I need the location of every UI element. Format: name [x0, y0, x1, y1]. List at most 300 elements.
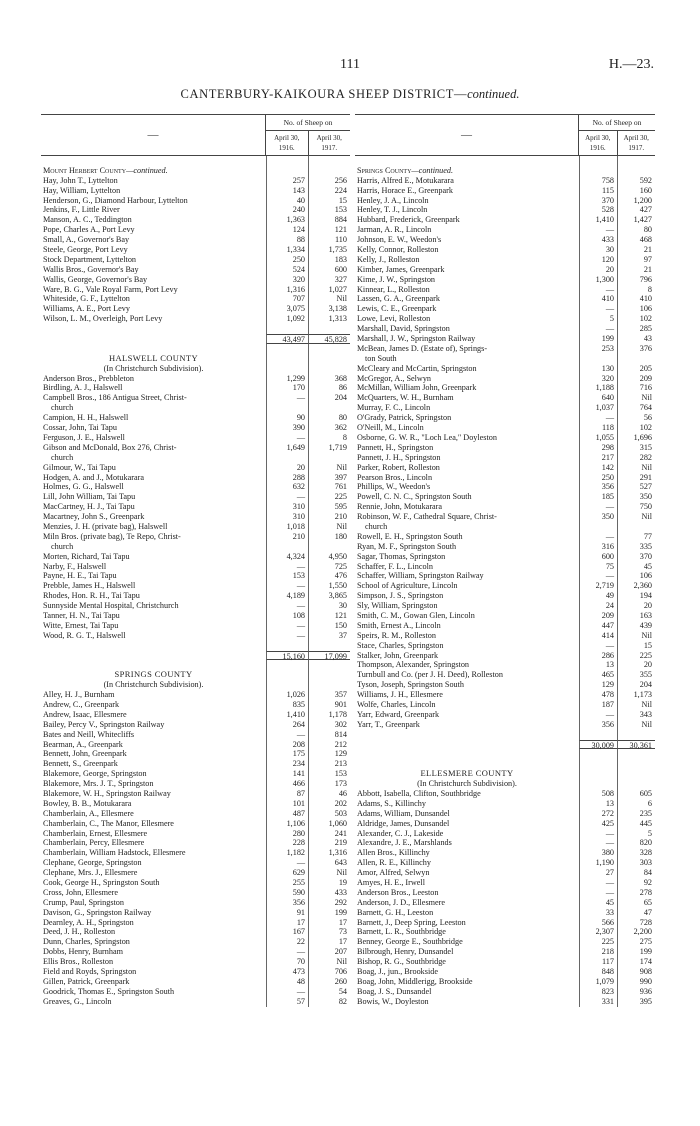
table-row	[355, 542, 655, 552]
owner-name: Allen Bros., Killinchy	[357, 848, 430, 858]
sheep-1917: 1,427	[617, 215, 655, 225]
sheep-1916: 4,189	[266, 591, 308, 601]
owner-name: Bearman, A., Greenpark	[43, 739, 123, 749]
sheep-1917: 376	[617, 344, 655, 354]
sheep-1917: 173	[308, 779, 350, 789]
sheep-1917: 8	[308, 433, 350, 443]
left-column-table	[41, 114, 350, 1007]
sheep-1916: 75	[579, 562, 617, 572]
owner-name: Murray, F. C., Lincoln	[357, 403, 431, 413]
sheep-1916: 1,079	[579, 977, 617, 987]
sheep-1916	[266, 453, 308, 463]
owner-name: Payne, H. E., Tai Tapu	[43, 571, 117, 581]
owner-name: School of Agriculture, Lincoln	[357, 581, 458, 591]
sheep-1917: 292	[308, 898, 350, 908]
owner-name	[355, 740, 579, 750]
sheep-1916: —	[579, 641, 617, 651]
owner-name: O'Grady, Patrick, Springston	[357, 413, 452, 423]
table-row	[355, 799, 655, 809]
sheep-1916: 234	[266, 759, 308, 769]
sheep-1917: 92	[617, 878, 655, 888]
sheep-1917: 46	[308, 789, 350, 799]
sheep-1916: 1,037	[579, 403, 617, 413]
sheep-1917: 395	[617, 997, 655, 1007]
sheep-1917: 204	[308, 393, 350, 403]
sheep-1917: 814	[308, 730, 350, 740]
owner-name: Sunnyside Mental Hospital, Christchurch	[43, 601, 179, 611]
sheep-1916	[579, 730, 617, 740]
sheep-1917: 212	[308, 740, 350, 750]
owner-name	[41, 660, 266, 670]
sheep-1917: 716	[617, 383, 655, 393]
sheep-1917: 19	[308, 878, 350, 888]
sheep-1916: 466	[266, 779, 308, 789]
table-row	[355, 581, 655, 591]
table-row	[41, 581, 350, 591]
table-row	[355, 819, 655, 829]
sheep-1916: 4,324	[266, 552, 308, 562]
sheep-1917: 225	[308, 492, 350, 502]
sheep-1916: 629	[266, 868, 308, 878]
owner-name: Birdling, A. J., Halswell	[43, 383, 123, 393]
owner-name: Wallis, George, Governor's Bay	[43, 274, 148, 284]
table-row	[41, 176, 350, 186]
table-row	[41, 225, 350, 235]
sheep-1917: 205	[617, 364, 655, 374]
table-row-total	[41, 651, 350, 661]
table-row	[41, 848, 350, 858]
sheep-1916: 5	[579, 314, 617, 324]
sheep-1917: 3,138	[308, 304, 350, 314]
sheep-1917: 1,550	[308, 581, 350, 591]
sheep-1916: 473	[266, 967, 308, 977]
table-row	[355, 858, 655, 868]
sheep-1916: 380	[579, 848, 617, 858]
table-row	[355, 660, 655, 670]
table-row	[355, 176, 655, 186]
sheep-1917: 275	[617, 937, 655, 947]
table-row	[355, 502, 655, 512]
sheep-1916: 208	[266, 740, 308, 750]
sheep-1917: 54	[308, 987, 350, 997]
table-row	[355, 789, 655, 799]
sheep-1916: —	[579, 838, 617, 848]
owner-name: Hubbard, Frederick, Greenpark	[357, 215, 460, 225]
sheep-1916: 331	[579, 997, 617, 1007]
owner-name: church	[51, 541, 74, 551]
sheep-1917: 706	[308, 967, 350, 977]
table-row-blank	[41, 641, 350, 651]
sheep-1917: 527	[617, 482, 655, 492]
table-row	[355, 621, 655, 631]
table-row	[355, 324, 655, 334]
owner-name: Bilbrough, Henry, Dunsandel	[357, 947, 454, 957]
sheep-1916: 632	[266, 482, 308, 492]
sheep-1916: 414	[579, 631, 617, 641]
sheep-1916: 210	[266, 532, 308, 542]
sheep-1916: 1,190	[579, 858, 617, 868]
sheep-1917	[308, 156, 350, 166]
sheep-1916: 1,299	[266, 374, 308, 384]
sheep-1916: 22	[266, 937, 308, 947]
sheep-1917	[617, 730, 655, 740]
sheep-1917: 503	[308, 809, 350, 819]
owner-name: Aldridge, James, Dunsandel	[357, 818, 450, 828]
owner-name: Smith, C. M., Gowan Glen, Lincoln	[357, 610, 475, 620]
sheep-1917: 20	[617, 660, 655, 670]
table-row	[355, 937, 655, 947]
table-row	[355, 235, 655, 245]
owner-name: Gilmour, W., Tai Tapu	[43, 462, 116, 472]
table-row	[355, 334, 655, 344]
sheep-1916: —	[579, 225, 617, 235]
sheep-1917	[308, 670, 350, 680]
owner-name	[41, 641, 266, 651]
sheep-1917	[308, 344, 350, 354]
owner-name: Barnett, G. H., Leeston	[357, 907, 434, 917]
right-table-body	[355, 156, 655, 1007]
sheep-1916: 20	[579, 265, 617, 275]
sheep-1916: 320	[266, 275, 308, 285]
sheep-1917: 728	[617, 918, 655, 928]
sheep-1917: 80	[617, 225, 655, 235]
table-row	[41, 769, 350, 779]
sheep-1917: 362	[308, 423, 350, 433]
sheep-1916: 487	[266, 809, 308, 819]
table-row-heading	[355, 769, 655, 779]
sheep-1917: 901	[308, 700, 350, 710]
sheep-1916: 142	[579, 463, 617, 473]
sheep-1917: 350	[617, 492, 655, 502]
year-1916-header: April 30, 1916.	[266, 131, 309, 155]
table-row	[41, 779, 350, 789]
table-row	[41, 700, 350, 710]
owner-name	[41, 334, 266, 344]
owner-name: Ryan, M. F., Springston South	[357, 541, 457, 551]
table-row	[41, 443, 350, 453]
sheep-1916: 13	[579, 799, 617, 809]
sheep-1917: 102	[617, 423, 655, 433]
table-row	[41, 710, 350, 720]
table-row-blank	[355, 759, 655, 769]
sheep-1916: 1,106	[266, 819, 308, 829]
sheep-1916: 524	[266, 265, 308, 275]
owner-name: Lowe, Levi, Rolleston	[357, 314, 431, 324]
sheep-1916: 280	[266, 829, 308, 839]
table-row	[355, 601, 655, 611]
owner-name: Cross, John, Ellesmere	[43, 887, 119, 897]
sheep-1916: 433	[579, 235, 617, 245]
table-row	[41, 799, 350, 809]
sheep-1916: 218	[579, 947, 617, 957]
table-row	[41, 611, 350, 621]
table-row	[355, 512, 655, 522]
sheep-1917: 73	[308, 927, 350, 937]
owner-name: Abbott, Isabella, Clifton, Southbridge	[357, 789, 481, 798]
sheep-1916	[579, 769, 617, 779]
sheep-1917: Nil	[617, 631, 655, 641]
table-row	[41, 285, 350, 295]
sheep-1916: 600	[579, 552, 617, 562]
owner-name: Amor, Alfred, Selwyn	[357, 868, 430, 878]
table-row	[41, 967, 350, 977]
table-row	[355, 196, 655, 206]
sheep-1917: 15	[617, 641, 655, 651]
owner-name: Yarr, Edward, Greenpark	[357, 709, 440, 719]
owner-name: Alexandre, J. E., Marshlands	[357, 838, 452, 848]
table-row	[41, 522, 350, 532]
sheep-1917: 241	[308, 829, 350, 839]
sheep-1916: —	[579, 878, 617, 888]
table-row	[41, 294, 350, 304]
sheep-1916: —	[266, 987, 308, 997]
sheep-1916: 1,334	[266, 245, 308, 255]
table-row	[355, 374, 655, 384]
sheep-1916: 187	[579, 700, 617, 710]
owner-name: Jarman, A. R., Lincoln	[357, 225, 432, 235]
sheep-1916: 49	[579, 591, 617, 601]
year-1917-header: April 30, 1917.	[623, 134, 649, 152]
sheep-1917: 410	[617, 294, 655, 304]
table-row	[41, 492, 350, 502]
owner-name: Chamberlain, A., Ellesmere	[43, 808, 134, 818]
sheep-1916: 257	[266, 176, 308, 186]
owner-name: Dearnley, A. H., Springston	[43, 917, 134, 927]
sheep-1916: —	[266, 730, 308, 740]
subdivision-label: (In Christchurch Subdivision).	[103, 363, 204, 373]
sheep-1917: 605	[617, 789, 655, 799]
sheep-1916	[266, 166, 308, 176]
sheep-1917: 194	[617, 591, 655, 601]
sheep-on-label: No. of Sheep on	[266, 115, 350, 131]
sheep-1916: 120	[579, 255, 617, 265]
sheep-1917: 225	[617, 651, 655, 661]
table-row	[41, 829, 350, 839]
table-row	[355, 403, 655, 413]
sheep-1917: 153	[308, 769, 350, 779]
sheep-1916: 447	[579, 621, 617, 631]
subdivision-label: (In Christchurch Subdivision).	[103, 680, 204, 690]
sheep-1917: 129	[308, 749, 350, 759]
sheep-1916: 758	[579, 176, 617, 186]
owner-name: Holmes, G. G., Halswell	[43, 482, 124, 492]
table-row	[41, 512, 350, 522]
document-reference: H.—23.	[608, 57, 654, 72]
owner-name: O'Neill, M., Lincoln	[357, 423, 424, 433]
owner-name: Hay, William, Lyttelton	[43, 185, 121, 195]
owner-name: Powell, C. N. C., Springston South	[357, 492, 472, 502]
table-row-subhead	[41, 166, 350, 176]
name-column-header: —	[355, 115, 579, 155]
sheep-1916: 264	[266, 720, 308, 730]
total-1916: 43,497	[266, 334, 308, 344]
table-row	[41, 571, 350, 581]
table-row-total	[355, 740, 655, 750]
owner-name: Allen, R. E., Killinchy	[357, 858, 431, 868]
owner-name: Marshall, J. W., Springston Railway	[357, 334, 476, 344]
table-row	[41, 918, 350, 928]
sheep-1916: 478	[579, 690, 617, 700]
owner-name: Robinson, W. F., Cathedral Square, Christ-	[357, 512, 497, 522]
sheep-1917: 990	[617, 977, 655, 987]
owner-name: Lewis, C. E., Greenpark	[357, 304, 437, 314]
owner-name: Stace, Charles, Springston	[357, 640, 444, 650]
owner-name: Johnson, E. W., Weedon's	[357, 235, 442, 245]
sheep-1916	[266, 670, 308, 680]
sheep-1916: 118	[579, 423, 617, 433]
sheep-1916: 57	[266, 997, 308, 1007]
county-subheading: Springs County	[357, 165, 412, 175]
continued-label: —continued.	[411, 165, 454, 175]
table-row	[355, 423, 655, 433]
sheep-1917: 20	[617, 601, 655, 611]
table-row	[41, 819, 350, 829]
owner-name: Blakemore, Mrs. J. T., Springston	[43, 779, 154, 789]
owner-name: Sly, William, Springston	[357, 601, 438, 611]
table-row	[355, 186, 655, 196]
owner-name: Schaffer, F. L., Lincoln	[357, 561, 433, 571]
sheep-1916: —	[579, 829, 617, 839]
sheep-1917: 820	[617, 838, 655, 848]
table-row	[355, 987, 655, 997]
sheep-1917: 302	[308, 720, 350, 730]
table-row	[41, 374, 350, 384]
sheep-1917: 1,316	[308, 848, 350, 858]
table-row	[41, 413, 350, 423]
owner-name: Goodrick, Thomas E., Springston South	[43, 986, 175, 996]
table-row	[41, 927, 350, 937]
sheep-1917: 291	[617, 473, 655, 483]
sheep-1917: 102	[617, 314, 655, 324]
sheep-1917: 204	[617, 680, 655, 690]
table-row-sub	[41, 364, 350, 374]
owner-name: Boag, J., jun., Brookside	[357, 967, 438, 977]
sheep-1917: Nil	[308, 522, 350, 532]
sheep-1916: 175	[266, 749, 308, 759]
owner-name: Stock Department, Lyttelton	[43, 254, 137, 264]
sheep-1916: 390	[266, 423, 308, 433]
owner-name: Phillips, W., Weedon's	[357, 482, 431, 492]
sheep-1917: 343	[617, 710, 655, 720]
sheep-1916: 70	[266, 957, 308, 967]
sheep-1916: 1,649	[266, 443, 308, 453]
owner-name: Lill, John William, Tai Tapu	[43, 492, 136, 502]
sheep-1917: 1,719	[308, 443, 350, 453]
right-table-header	[355, 114, 655, 156]
sheep-1917: Nil	[617, 463, 655, 473]
sheep-1917: 884	[308, 215, 350, 225]
table-row	[41, 809, 350, 819]
owner-name: Bennett, John, Greenpark	[43, 749, 127, 759]
table-row	[41, 205, 350, 215]
table-row	[41, 383, 350, 393]
owner-name: Clephane, George, Springston	[43, 858, 142, 868]
sheep-1917: Nil	[308, 957, 350, 967]
sheep-1917: 2,200	[617, 927, 655, 937]
sheep-1916: 88	[266, 235, 308, 245]
sheep-1916	[579, 759, 617, 769]
table-row	[355, 532, 655, 542]
year-1917-header: April 30, 1917.	[316, 134, 342, 152]
sheep-1916: 250	[266, 255, 308, 265]
table-row	[41, 433, 350, 443]
sheep-1916: —	[266, 433, 308, 443]
table-row	[355, 670, 655, 680]
page-number: 111	[340, 57, 360, 72]
table-row-heading	[41, 354, 350, 364]
sheep-1916: —	[579, 324, 617, 334]
sheep-1916: —	[579, 710, 617, 720]
owner-name	[355, 749, 579, 759]
sheep-1916: 272	[579, 809, 617, 819]
table-row	[355, 482, 655, 492]
sheep-1917: 210	[308, 512, 350, 522]
table-row	[355, 710, 655, 720]
owner-name: Osborne, G. W. R., "Loch Lea," Doyleston	[357, 432, 497, 442]
sheep-1917: 30	[308, 601, 350, 611]
table-row	[41, 888, 350, 898]
sheep-1916: 90	[266, 413, 308, 423]
table-row	[41, 937, 350, 947]
sheep-1916: 1,018	[266, 522, 308, 532]
owner-name: McQuarters, W. H., Burnham	[357, 393, 454, 403]
district-title: CANTERBURY-KAIKOURA SHEEP DISTRICT—continued.	[180, 87, 520, 101]
sheep-1916: 2,307	[579, 927, 617, 937]
owner-name	[41, 156, 266, 166]
sheep-1917: Nil	[308, 868, 350, 878]
sheep-1917: 15	[308, 196, 350, 206]
sheep-1916: 24	[579, 601, 617, 611]
sheep-1917: 1,060	[308, 819, 350, 829]
table-row-sub	[41, 680, 350, 690]
sheep-1916: —	[579, 571, 617, 581]
sheep-1916: 153	[266, 571, 308, 581]
owner-name: Henley, J. A., Lincoln	[357, 195, 429, 205]
owner-name	[355, 166, 579, 176]
owner-name: Hodgen, A. and J., Motukarara	[43, 472, 144, 482]
sheep-1917: 84	[617, 868, 655, 878]
sheep-1917: 260	[308, 977, 350, 987]
sheep-1916	[266, 344, 308, 354]
sheep-1917: 643	[308, 858, 350, 868]
owner-name: Crump, Paul, Springston	[43, 897, 124, 907]
continued-label: —continued.	[126, 165, 168, 175]
sheep-1916: 1,363	[266, 215, 308, 225]
sheep-1917: 183	[308, 255, 350, 265]
sheep-1917: 209	[617, 374, 655, 384]
owner-name: McMillan, William John, Greenpark	[357, 383, 477, 393]
sheep-1917: 1,696	[617, 433, 655, 443]
table-row	[41, 868, 350, 878]
sheep-1916: 185	[579, 492, 617, 502]
owner-name: Miln Bros. (private bag), Te Repo, Christ-	[43, 531, 181, 541]
sheep-1916: 27	[579, 868, 617, 878]
owner-name: Dunn, Charles, Springston	[43, 937, 130, 947]
table-row	[355, 957, 655, 967]
owner-name: Witte, Ernest, Tai Tapu	[43, 620, 119, 630]
sheep-1917: 43	[617, 334, 655, 344]
sheep-1917: 1,178	[308, 710, 350, 720]
sheep-1916: 508	[579, 789, 617, 799]
table-row	[355, 838, 655, 848]
sheep-1917	[308, 453, 350, 463]
sheep-1917	[617, 354, 655, 364]
owner-name: Ellis Bros., Rolleston	[43, 957, 114, 967]
table-row-wrap	[41, 403, 350, 413]
table-row	[355, 868, 655, 878]
sheep-1917: 21	[617, 265, 655, 275]
sheep-1917: 82	[308, 997, 350, 1007]
